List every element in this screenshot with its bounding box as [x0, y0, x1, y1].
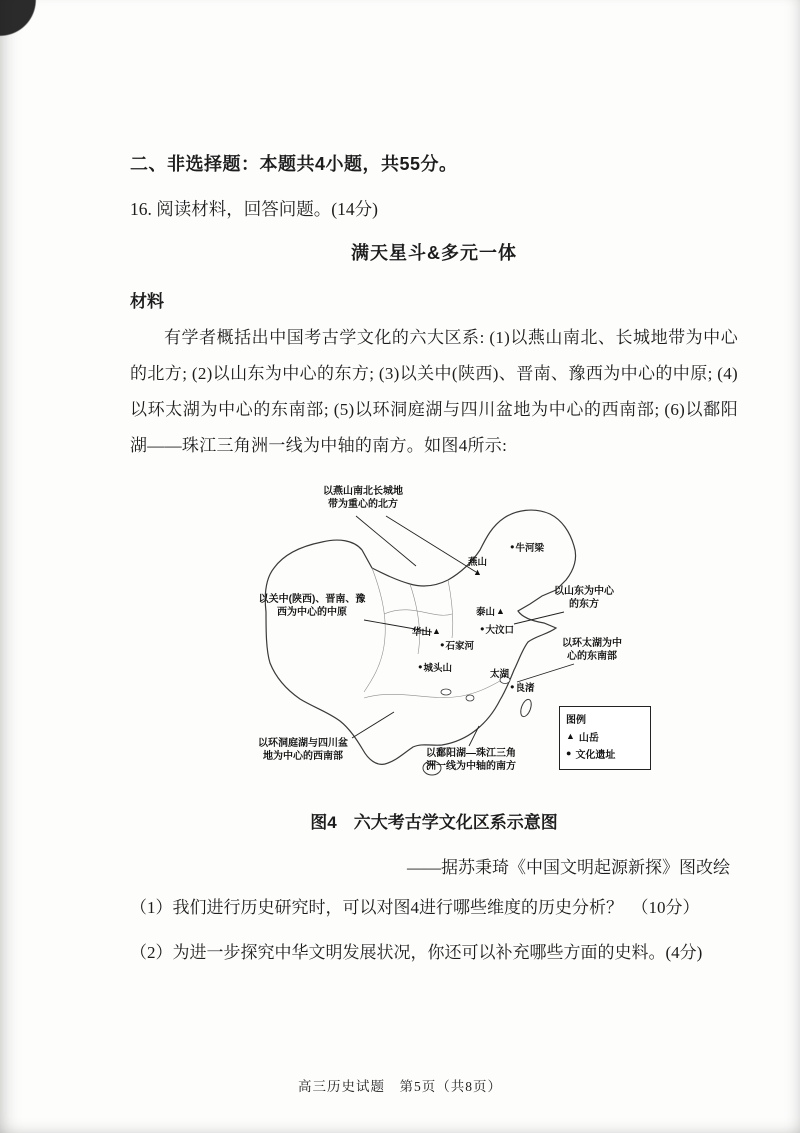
material-title: 满天星斗&多元一体 — [351, 243, 517, 263]
site-marker-icon: ● — [566, 748, 572, 759]
map-region-label-south: 以鄱阳湖—珠江三角洲一线为中轴的南方 — [426, 748, 516, 772]
mountain-marker-icon: ▲ — [496, 605, 505, 616]
map-legend — [559, 706, 651, 770]
place-shijiahe — [440, 638, 474, 652]
material-paragraph: 有学者概括出中国考古学文化的六大区系: (1)以燕山南北、长城地带为中心的北方; (2)以山东为中心的东方; (3)以关中(陕西)、晋南、豫西为中心的中原; (4)以环太湖为中心的东南部; (5)以环洞庭湖与四川盆地为中心的西南部; (6)以鄱阳湖——珠江三角洲一线为中轴的南方。如图4所示: — [130, 328, 738, 456]
site-marker-icon: ● — [440, 640, 445, 650]
place-label: 城头山 — [423, 663, 453, 675]
place-label: 良渚 — [515, 683, 535, 695]
map-region-label-southeast: 以环太湖为中心的东南部 — [562, 638, 622, 662]
legend-title: 图例 — [566, 715, 586, 727]
place-liangzhu — [510, 680, 535, 694]
question-2: （2）为进一步探究中华文明发展状况，你还可以补充哪些方面的史料。(4分) — [130, 943, 703, 963]
place-label: 泰山 — [476, 607, 496, 619]
place-label: 大汶口 — [485, 625, 515, 637]
mountain-marker-icon: ▲ — [432, 625, 441, 636]
place-dawenkou — [480, 622, 514, 636]
legend-label: 文化遗址 — [575, 750, 616, 762]
figure-map — [214, 474, 654, 794]
material-label: 材料 — [130, 292, 164, 311]
place-huashan — [412, 624, 441, 638]
place-label: 太湖 — [490, 669, 510, 681]
place-yanshan — [468, 558, 487, 577]
place-niuheliang — [510, 540, 544, 554]
mountain-marker-icon: ▲ — [566, 731, 575, 742]
scan-corner-artifact — [0, 0, 46, 46]
legend-item-site — [566, 746, 644, 761]
site-marker-icon: ● — [480, 624, 485, 634]
place-taishan — [476, 604, 505, 618]
question-1: （1）我们进行历史研究时，可以对图4进行哪些维度的历史分析？ （10分） — [130, 898, 700, 918]
section-header: 二、非选择题：本题共4小题，共55分。 — [130, 154, 458, 174]
legend-item-mountain — [566, 729, 644, 744]
map-region-label-central: 以关中(陕西)、晋南、豫西为中心的中原 — [258, 594, 366, 618]
taiwan-island — [519, 698, 534, 718]
place-label: 燕山 — [468, 557, 488, 569]
legend-label: 山岳 — [578, 733, 599, 745]
map-region-label-north: 以燕山南北长城地带为重心的北方 — [323, 486, 403, 510]
map-region-label-southwest: 以环洞庭湖与四川盆地为中心的西南部 — [258, 738, 348, 762]
place-taihu — [490, 666, 509, 680]
site-marker-icon: ● — [418, 662, 423, 672]
mountain-marker-icon: ▲ — [473, 566, 482, 577]
figure-caption: 图4 六大考古学文化区系示意图 — [310, 813, 558, 833]
place-label: 牛河梁 — [515, 543, 545, 555]
site-marker-icon: ● — [510, 542, 515, 552]
place-label: 石家河 — [445, 641, 475, 653]
site-marker-icon: ● — [510, 682, 515, 692]
question-16-intro: 16. 阅读材料，回答问题。(14分) — [130, 199, 378, 219]
page-footer: 高三历史试题 第5页（共8页） — [298, 1079, 502, 1094]
figure-source: ——据苏秉琦《中国文明起源新探》图改绘 — [407, 858, 730, 878]
place-chengtoushan — [418, 660, 452, 674]
place-label: 华山 — [412, 627, 432, 639]
map-region-label-east: 以山东为中心的东方 — [554, 586, 614, 610]
